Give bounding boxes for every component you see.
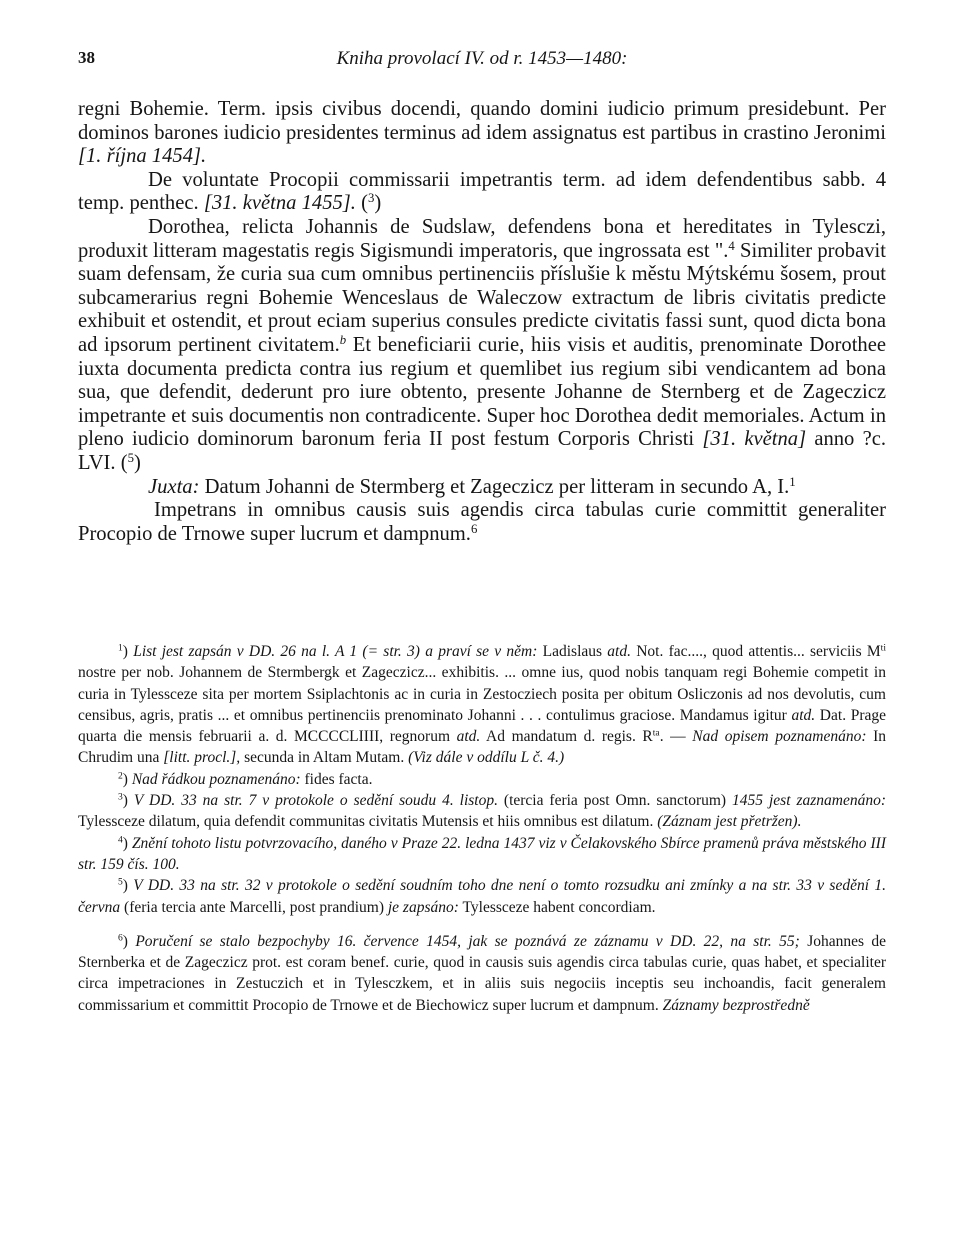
text-run: ) xyxy=(122,834,132,852)
footnote xyxy=(78,641,886,769)
footnote xyxy=(78,931,886,1016)
text-run: Dat. Prage quarta die mensis februarii a. d. MCCCCLIIII, regnorum xyxy=(78,706,886,746)
footnote-number: 4 xyxy=(118,834,123,846)
text-run: (feria tercia ante Marcelli, post prandium) xyxy=(120,898,388,916)
date-note: [1. října 1454]. xyxy=(78,145,207,168)
editor-note: Nad opisem poznamenáno: xyxy=(692,728,867,746)
page-header xyxy=(78,48,886,74)
text-run: nostre per nob. Johannem de Stermbergk et Zageczicz... exhibitis. ... omne ius, quod nobis tanquam regi Bohemie competit in curia in Tylessceze sita per mortem Ssiplachtonis ac in curia in Zestocziech posita per obitum Osliczonis ad nos devolutis, cum censibus, agris, pratis ... et omnibus pertinenciis prenominato Johanni . . . contulimus graciose. Mandamus igitur xyxy=(78,664,886,724)
text-run: Ladislaus xyxy=(537,643,608,660)
textual-note-ref: b xyxy=(339,332,347,347)
editor-note: V DD. 33 na str. 32 v protokole o sedění soudním toho dne není o tomto rozsudku ani zmínky a na str. 33 v sedění 1. června xyxy=(78,877,886,916)
editor-note: [litt. procl.], xyxy=(163,749,241,767)
footnote xyxy=(78,790,886,833)
footnote-number: 6 xyxy=(118,932,123,944)
text-run: In Chrudim una xyxy=(78,728,887,767)
editor-note: Záznamy bezprostředně xyxy=(662,996,810,1014)
text-run: ) xyxy=(122,643,134,660)
editor-note: (Záznam jest přetržen). xyxy=(657,813,802,831)
footnote xyxy=(78,833,886,876)
text-run: ) xyxy=(122,877,134,895)
date-note: [31. května] xyxy=(702,428,807,451)
editor-note: Nad řádkou poznamenáno: xyxy=(131,770,301,788)
editor-note: atd. xyxy=(791,706,816,724)
paragraph xyxy=(78,476,886,500)
text-run: Not. fac...., quod attentis... serviciis M xyxy=(630,643,881,660)
footnote-number: 1 xyxy=(118,642,123,654)
superscript: ta xyxy=(652,727,660,739)
footnote-ref: 3 xyxy=(367,191,375,206)
footnote-number: 3 xyxy=(118,791,123,803)
text-run: Johannes de Sternberka et de Zageczicz prot. est coram benef. curie, quod in causis suis agendis circa tabulas curie, quas habet, et specialiter circa impetraciones in Zestuczich et in Tylesczkem, et in aliis suis negociis inceptis seu inchoandis, facit generalem commissarium et committit Procopio de Trnowe et de Biechowicz super lucrum et dampnum. xyxy=(78,932,887,1014)
editor-note: Poručení se stalo bezpochyby 16. července 1454, jak se poznává ze záznamu v DD. 22, na str. 55; xyxy=(135,932,800,950)
paragraph xyxy=(78,216,886,476)
text-run: (tercia feria post Omn. sanctorum) xyxy=(497,792,733,810)
text-run: . — xyxy=(659,728,693,746)
text-run: regni Bohemie. Term. ipsis civibus docendi, quando domini iudicio primum presidebunt. Per dominos barones iudicio presidentes terminus ad idem assignatus est partibus in crastino Jeronimi xyxy=(78,98,886,144)
text-run: Datum Johanni de Stermberg et Zageczicz per litteram in secundo A, I. xyxy=(199,475,790,498)
marginal-label: Juxta: xyxy=(148,475,200,498)
superscript: ti xyxy=(880,642,887,654)
editor-note: atd. xyxy=(456,728,481,746)
footnote xyxy=(78,769,886,790)
text-run: ( xyxy=(355,192,368,215)
text-run: Impetrans in omnibus causis suis agendis circa tabulas curie committit generaliter Procopio de Trnowe super lucrum et dampnum. xyxy=(78,499,886,545)
editor-note: (Viz dále v oddílu L č. 4.) xyxy=(408,749,565,767)
text-run: Similiter probavit suam defensam, že curia sua cum omnibus pertinenciis příslušie k městu Mýtskému šosem, prout subcamerarius regni Bohemie Wenceslaus de Waleczow extractum de libris civitatis predicte exhibuit et ostendit, et prout eciam superius consules predicte civitatis fassi sunt, quod dicta bona ad ipsorum pertinent civitatem. xyxy=(78,239,886,356)
paragraph xyxy=(78,98,886,169)
text-run: ) xyxy=(122,770,132,788)
editor-note: List jest zapsán v DD. 26 na l. A 1 (= str. 3) a praví se v něm: xyxy=(133,643,538,660)
editor-note: Znění tohoto listu potvrzovacího, daného v Praze 22. ledna 1437 viz v Čelakovského Sbírce pramenů práva městského III str. 159 čís. 100. xyxy=(78,834,886,873)
paragraph xyxy=(78,499,886,546)
paragraph xyxy=(78,169,886,216)
footnote-ref: 6 xyxy=(470,521,478,536)
footnote-ref: 5 xyxy=(127,450,134,465)
text-run: anno ?c. LVI. ( xyxy=(78,428,887,474)
footnote xyxy=(78,875,886,918)
footnote-ref: 4 xyxy=(728,238,735,253)
text-run: Tylessceze dilatum, quia defendit communitas civitatis Mutensis et hiis omnibus est dilatum. xyxy=(78,813,658,831)
text-run: ) xyxy=(122,932,136,950)
editor-note: je zapsáno: xyxy=(387,898,459,916)
text-run: Et beneficiarii curie, hiis visis et auditis, prenominate Dorothee iuxta documenta predicta contra ius regium et quemlibet ius regium sibi vendicantem ad bona sua, que defendit, dederunt pro iure obtento, presente Johanne de Sternberg et de Zageczicz impetrante et suis documentis non contradicente. Super hoc Dorothea dedit memoriales. Actum in pleno iudicio dominorum baronum feria II post festum Corporis Christi xyxy=(78,333,886,451)
footnote-number: 2 xyxy=(118,770,123,782)
footnote-ref: 1 xyxy=(789,474,796,489)
editor-note: V DD. 33 na str. 7 v protokole o sedění soudu 4. listop. xyxy=(133,792,498,810)
text-run: ) xyxy=(133,451,141,474)
text-run: Dorothea, relicta Johannis de Sudslaw, defendens bona et hereditates in Tylesczi, produxit litteram magestatis regis Sigismundi imperatoris, que ingrossata est ". xyxy=(78,215,886,262)
text-run: Ad mandatum d. regis. R xyxy=(480,728,653,746)
footnotes xyxy=(78,641,886,1016)
text-run: fides facta. xyxy=(300,770,373,788)
editor-note: atd. xyxy=(607,643,631,660)
main-text xyxy=(78,98,886,546)
editor-note: 1455 jest zaznamenáno: xyxy=(732,792,886,810)
text-run: ) xyxy=(374,192,382,215)
page-number: 38 xyxy=(78,48,95,67)
running-title: Kniha provolací IV. od r. 1453—1480: xyxy=(336,48,628,69)
date-note: [31. května 1455]. xyxy=(203,192,356,215)
text-run: ) xyxy=(122,792,134,810)
footnote-number: 5 xyxy=(118,876,123,888)
text-run: De voluntate Procopii commissarii impetrantis term. ad idem defendentibus sabb. 4 temp. penthec. xyxy=(78,168,886,215)
text-run: secunda in Altam Mutam. xyxy=(240,749,409,767)
text-run: Tylessceze habent concordiam. xyxy=(458,898,656,916)
